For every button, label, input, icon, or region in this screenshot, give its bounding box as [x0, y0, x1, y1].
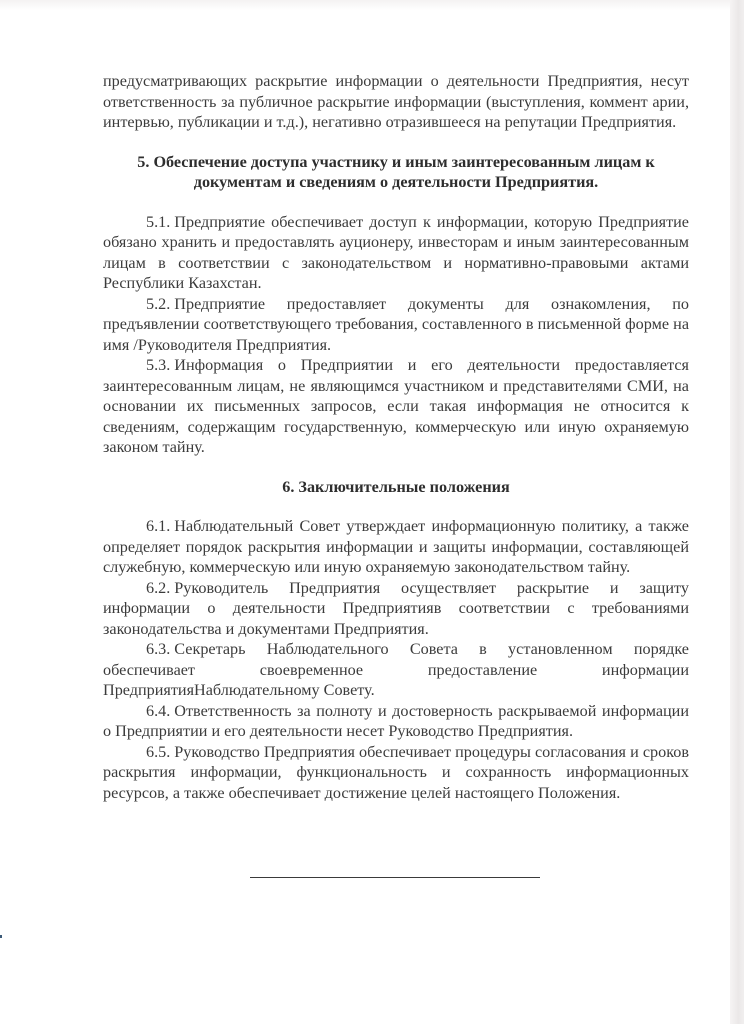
scan-top-shade: [0, 0, 744, 10]
clause-5-2: [103, 294, 689, 356]
clause-text: Руководство Предприятия обеспечивает процедуры согласования и сроков раскрытия информации, функциональность и сохранность информационных ресурсов, а также обеспечивает достижение целей настоящего Положения.: [103, 742, 689, 802]
scan-artifact-dot: [0, 935, 2, 938]
clause-text: Руководитель Предприятия осуществляет раскрытие и защиту информации о деятельности Предприятияв соответствии с требованиями законодательства и документами Предприятия.: [103, 578, 689, 638]
clause-number: 6.3.: [146, 640, 171, 658]
clause-number: 6.1.: [146, 517, 171, 535]
clause-text: Ответственность за полноту и достоверность раскрываемой информации о Предприятии и его деятельности несет Руководство Предприятия.: [103, 701, 689, 740]
scan-right-edge: [730, 0, 744, 1024]
clause-number: 5.2.: [146, 294, 171, 313]
clause-text: Предприятие обеспечивает доступ к информации, которую Предприятие обязано хранить и предоставлять ауционеру, инвесторам и иным заинтересованным лицам в соответствии с законодательством и нормативно-правовыми актами Республики Казахстан.: [103, 212, 689, 292]
clause-6-3: [103, 639, 689, 701]
clause-5-3: [103, 355, 689, 458]
clause-number: 5.3.: [146, 356, 171, 374]
document-body: [103, 71, 689, 803]
clause-number: 5.1.: [146, 212, 171, 231]
clause-text: Наблюдательный Совет утверждает информационную политику, а также определяет порядок раскрытия информации и защиты информации, составляющей служебную, коммерческую или иную охраняемую законодательством тайну.: [103, 517, 689, 576]
clause-number: 6.4.: [146, 701, 171, 720]
clause-number: 6.5.: [146, 742, 171, 761]
clause-text: Информация о Предприятии и его деятельности предоставляется заинтересованным лицам, не являющимся участником и представителями СМИ, на основании их письменных запросов, если такая информация не относится к сведениям, содержащим государственную, коммерческую или иную охраняемую законом тайну.: [103, 356, 689, 456]
intro-paragraph: предусматривающих раскрытие информации о деятельности Предприятия, несут ответственность за публичное раскрытие информации (выступления, коммент арии, интервью, публикации и т.д.), негативно отразившееся на репутации Предприятия.: [103, 72, 689, 131]
clause-6-2: [103, 578, 689, 640]
clause-5-1: [103, 212, 689, 294]
section-5-heading: 5. Обеспечение доступа участнику и иным заинтересованным лицам к документам и сведениям о деятельности Предприятия.: [137, 152, 655, 191]
clause-6-1: [103, 516, 689, 578]
clause-text: Предприятие предоставляет документы для ознакомления, по предъявлении соответствующего требования, составленного в письменной форме на имя /Руководителя Предприятия.: [103, 294, 689, 354]
section-6-heading: 6. Заключительные положения: [282, 477, 510, 496]
end-of-document-rule: [250, 877, 540, 878]
clause-number: 6.2.: [146, 578, 171, 597]
clause-text: Секретарь Наблюдательного Совета в установленном порядке обеспечивает своевременное предоставление информации ПредприятияНаблюдательному Совету.: [103, 640, 689, 699]
clause-6-5: [103, 742, 689, 804]
clause-6-4: [103, 701, 689, 742]
